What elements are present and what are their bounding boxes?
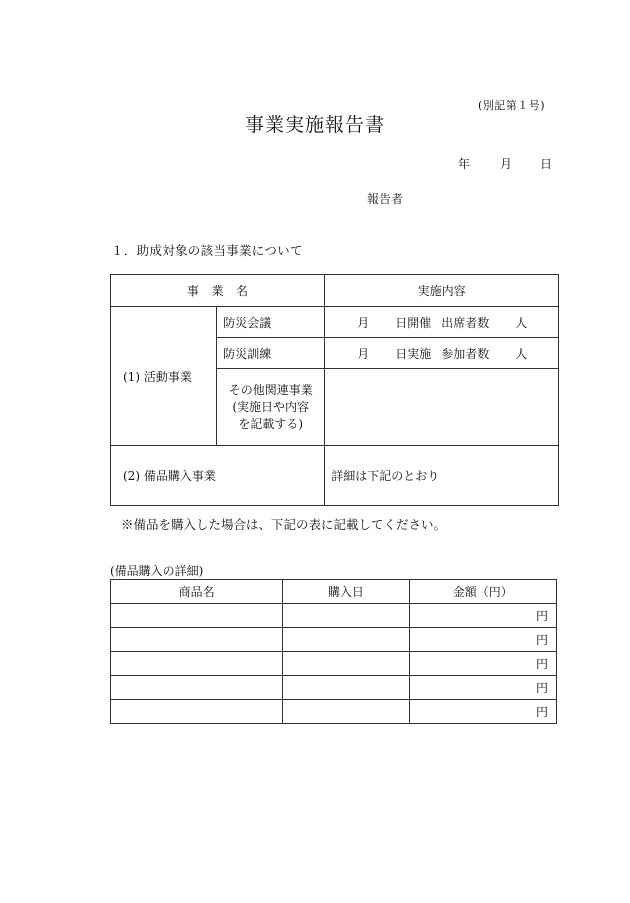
item-name-cell[interactable]	[111, 652, 283, 676]
date-day-label: 日	[540, 157, 553, 171]
amount-cell[interactable]: 円	[409, 652, 556, 676]
table-row	[111, 628, 557, 652]
day-event-label: 日実施	[395, 346, 432, 361]
item-name-cell[interactable]	[111, 628, 283, 652]
equipment-details-heading: (備品購入の詳細)	[110, 564, 204, 578]
other-projects-line: を記載する)	[238, 416, 304, 431]
table-row	[111, 652, 557, 676]
unit-label: 人	[515, 346, 528, 361]
col-purchase-date: 購入日	[283, 580, 409, 604]
day-event-label: 日開催	[395, 315, 432, 330]
count-label: 出席者数	[441, 315, 490, 330]
row-content[interactable]	[325, 307, 559, 338]
amount-cell[interactable]: 円	[409, 676, 556, 700]
section-heading: １．助成対象の該当事業について	[111, 243, 303, 258]
col-item-name: 商品名	[111, 580, 283, 604]
table-row	[111, 604, 557, 628]
amount-cell[interactable]: 円	[409, 604, 556, 628]
equipment-note: ※備品を購入した場合は、下記の表に記載してください。	[121, 517, 447, 532]
equipment-label: (2) 備品購入事業	[111, 446, 325, 506]
other-projects-line: その他関連事業	[228, 382, 313, 397]
count-label: 参加者数	[441, 346, 490, 361]
purchase-date-cell[interactable]	[283, 604, 409, 628]
form-number: (別記第１号)	[478, 99, 546, 112]
other-projects-cell	[217, 369, 325, 446]
reporter-label: 報告者	[367, 192, 404, 206]
table-row	[111, 676, 557, 700]
item-name-cell[interactable]	[111, 604, 283, 628]
other-projects-content[interactable]	[325, 369, 559, 446]
purchase-date-cell[interactable]	[283, 652, 409, 676]
equipment-table	[110, 579, 557, 724]
item-name-cell[interactable]	[111, 700, 283, 724]
month-label: 月	[357, 346, 370, 361]
activity-label: (1) 活動事業	[111, 307, 217, 446]
date-year-label: 年	[458, 157, 471, 171]
amount-cell[interactable]: 円	[409, 628, 556, 652]
unit-label: 人	[515, 315, 528, 330]
table-row	[111, 700, 557, 724]
purchase-date-cell[interactable]	[283, 676, 409, 700]
purchase-date-cell[interactable]	[283, 628, 409, 652]
purchase-date-cell[interactable]	[283, 700, 409, 724]
item-name-cell[interactable]	[111, 676, 283, 700]
project-table	[110, 274, 559, 506]
other-projects-line: (実施日や内容	[232, 399, 310, 414]
header-content: 実施内容	[325, 275, 559, 307]
col-amount: 金額（円）	[409, 580, 556, 604]
row-content[interactable]	[325, 338, 559, 369]
row-name: 防災訓練	[217, 338, 325, 369]
document-title: 事業実施報告書	[244, 114, 385, 136]
date-month-label: 月	[500, 157, 513, 171]
amount-cell[interactable]: 円	[409, 700, 556, 724]
month-label: 月	[357, 315, 370, 330]
row-name: 防災会議	[217, 307, 325, 338]
header-project-name: 事 業 名	[111, 275, 325, 307]
equipment-content: 詳細は下記のとおり	[325, 446, 559, 506]
